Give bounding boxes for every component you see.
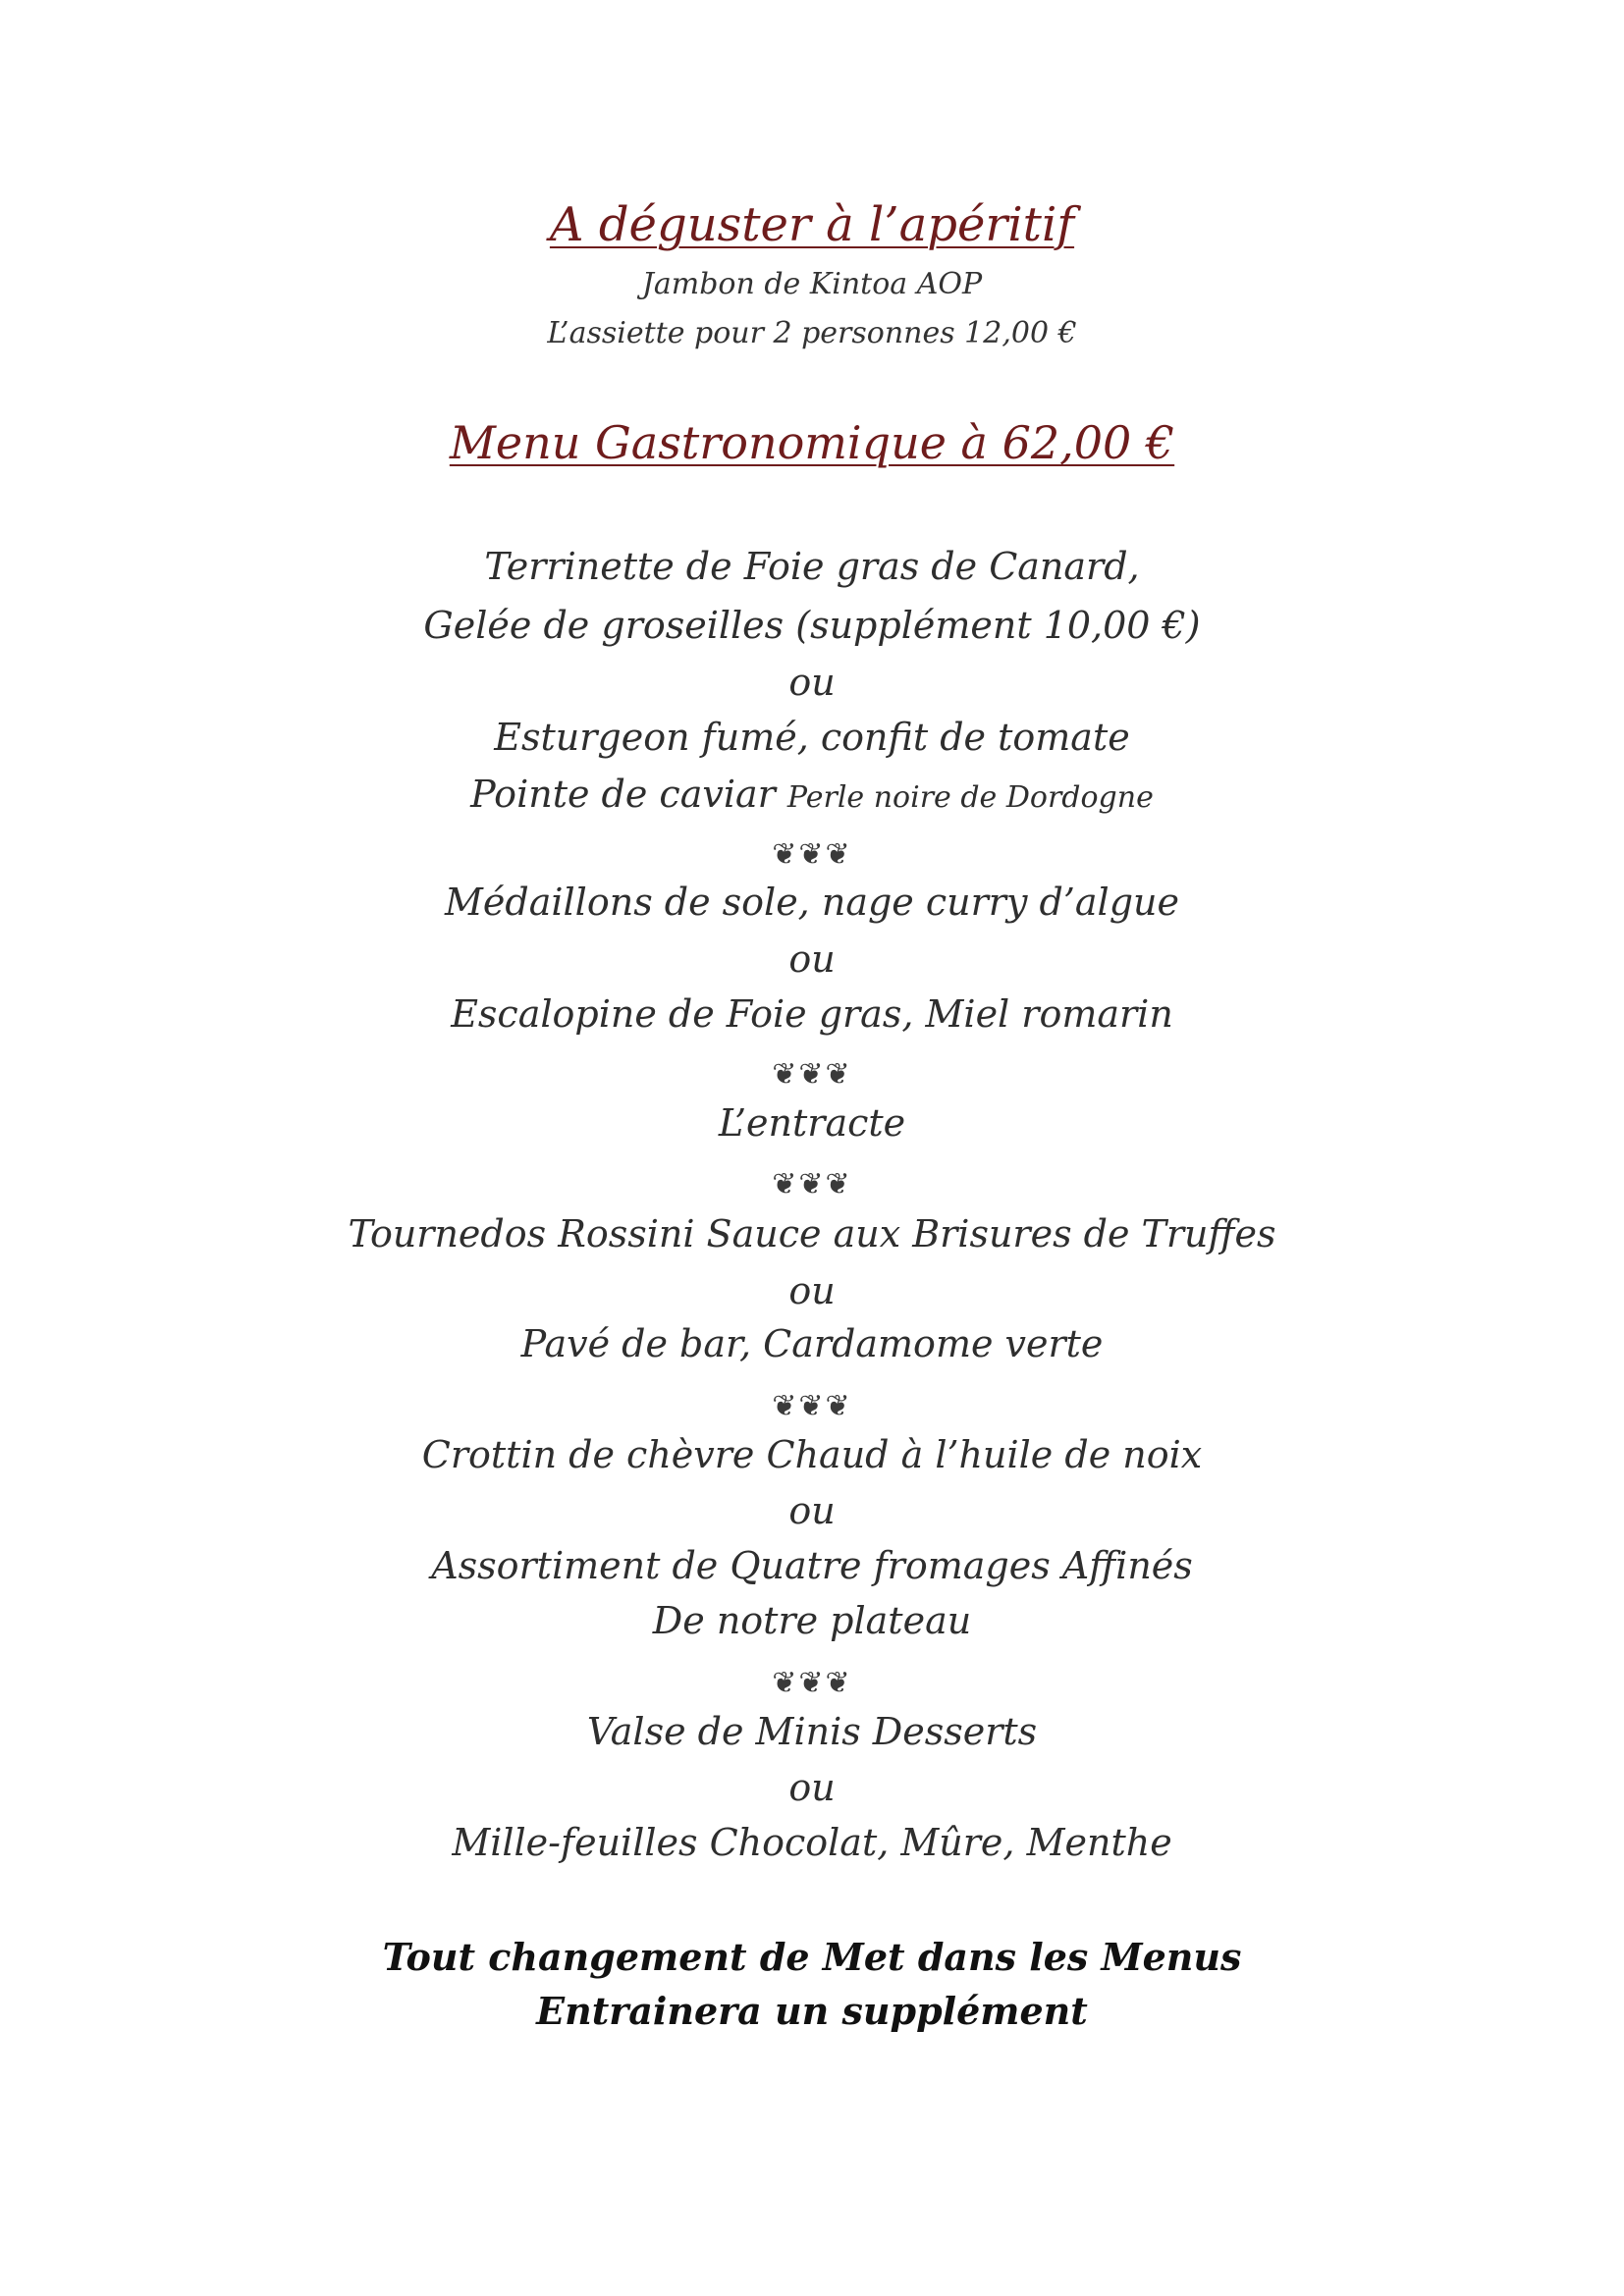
caviar-origin: Perle noire de Dordogne <box>786 780 1154 815</box>
aperitif-title: A déguster à l’apéritif <box>549 197 1075 252</box>
separator-ou: ou <box>788 661 836 704</box>
aperitif-item: Jambon de Kintoa AOP <box>641 267 983 301</box>
course6-option2: Mille-feuilles Chocolat, Mûre, Menthe <box>452 1821 1172 1864</box>
course5-option2-line2: De notre plateau <box>652 1599 972 1642</box>
course2-option1: Médaillons de sole, nage curry d’algue <box>445 881 1179 924</box>
course4-option2: Pavé de bar, Cardamome verte <box>520 1322 1104 1365</box>
ornament-divider: ❦❦❦ <box>772 1666 852 1700</box>
course1-option2-line2 <box>0 773 1624 816</box>
footer-note-line2: Entrainera un supplément <box>536 1989 1088 2033</box>
footer-note-line1: Tout changement de Met dans les Menus <box>382 1935 1242 1979</box>
separator-ou: ou <box>788 1269 836 1312</box>
course2-option2: Escalopine de Foie gras, Miel romarin <box>451 992 1173 1036</box>
course1-option2-line1: Esturgeon fumé, confit de tomate <box>494 716 1130 759</box>
course6-option1: Valse de Minis Desserts <box>586 1710 1038 1753</box>
course1-option1-line2: Gelée de groseilles (supplément 10,00 €) <box>423 604 1201 647</box>
separator-ou: ou <box>788 1489 836 1532</box>
ornament-divider: ❦❦❦ <box>772 1389 852 1423</box>
ornament-divider: ❦❦❦ <box>772 837 852 872</box>
course5-option2-line1: Assortiment de Quatre fromages Affinés <box>431 1544 1193 1587</box>
course3-item: L’entracte <box>718 1101 906 1145</box>
ornament-divider: ❦❦❦ <box>772 1057 852 1092</box>
course5-option1: Crottin de chèvre Chaud à l’huile de noix <box>421 1433 1203 1476</box>
ornament-divider: ❦❦❦ <box>772 1167 852 1201</box>
menu-title: Menu Gastronomique à 62,00 € <box>449 416 1175 469</box>
course4-option1: Tournedos Rossini Sauce aux Brisures de Truffes <box>348 1212 1276 1255</box>
separator-ou: ou <box>788 937 836 981</box>
caviar-label: Pointe de caviar <box>470 773 776 816</box>
course1-option1-line1: Terrinette de Foie gras de Canard, <box>484 545 1140 588</box>
aperitif-price: L’assiette pour 2 personnes 12,00 € <box>547 316 1077 350</box>
separator-ou: ou <box>788 1766 836 1809</box>
